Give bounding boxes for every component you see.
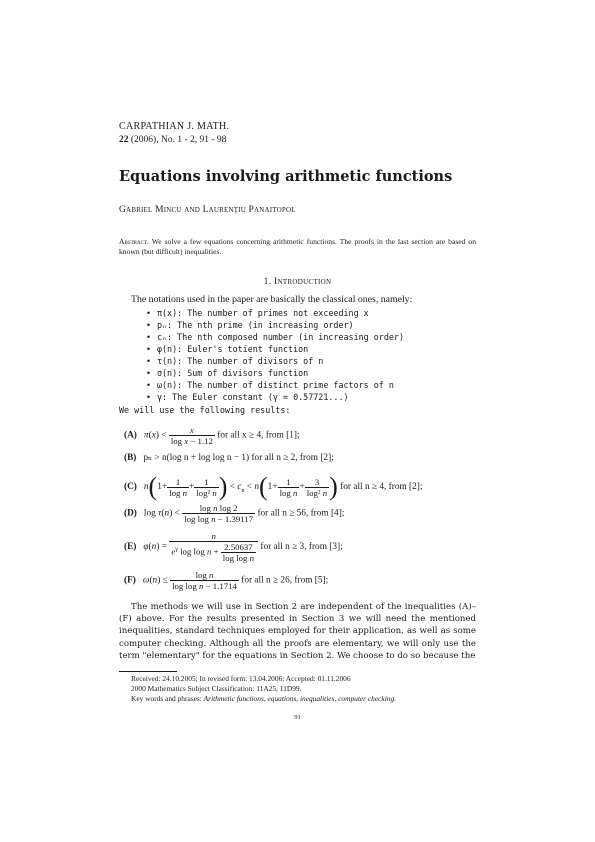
list-item: • φ(n): Euler's totient function (146, 343, 404, 355)
result-b-text: pₙ > n(log n + log log n − 1) for all n ≥ 2, from [2]; (143, 453, 334, 463)
volume-info (119, 135, 226, 145)
abstract-label: Abstract. (119, 237, 149, 246)
fraction: $\frac{1}{\text{log n}}$ (169, 476, 187, 498)
list-item: • pₙ: The nth prime (in increasing order) (146, 319, 404, 331)
result-c-condition: for all n ≥ 4, from [2]; (340, 482, 423, 493)
abstract-text: We solve a few equations concerning arithmetic functions. The proofs in the last section are based on known (but difficult) inequalities. (119, 237, 476, 256)
result-b (124, 452, 334, 463)
result-d-condition: for all n ≥ 56, from [4]; (257, 508, 345, 519)
section-heading: 1. Introduction (263, 277, 332, 287)
issue-pages: (2006), No. 1 - 2, 91 - 98 (128, 135, 227, 145)
fraction: $\frac{1}{\text{log² n}}$ (196, 476, 217, 498)
page-number: 91 (294, 714, 301, 721)
list-item: • π(x): The number of primes not exceeding x (146, 307, 404, 319)
fraction: $\frac{x}{\text{log x − 1.12}}$ (170, 425, 213, 446)
result-d-label: (D) (124, 508, 137, 519)
results-intro: We will use the following results: (119, 405, 291, 415)
fraction: $\frac{1}{\text{log n}}$ (279, 476, 298, 498)
list-item: • γ: The Euler constant (γ = 0.57721...) (146, 391, 404, 403)
footnote-received: Received: 24.10.2005; In revised form: 13.04.2006; Accepted: 01.11.2006 (131, 674, 351, 683)
body-paragraph (119, 601, 476, 662)
authors: Gabriel Mincu and Laurenţiu Panaitopol (119, 205, 296, 215)
list-item: • cₙ: The nth composed number (in increasing order) (146, 331, 404, 343)
fraction: $\frac{3}{\text{log² n}}$ (306, 476, 328, 498)
list-item: • τ(n): The number of divisors of n (146, 355, 404, 367)
journal-name: CARPATHIAN J. MATH. (119, 121, 230, 132)
fraction: $\frac{\text{log n log 2}}{\text{log log n − 1.39117}}$ (184, 503, 254, 524)
result-a-label: (A) (124, 430, 137, 441)
notation-list (146, 307, 404, 403)
intro-sentence: The notations used in the paper are basically the classical ones, namely: (131, 294, 413, 305)
result-b-label: (B) (124, 453, 137, 463)
paper-title: Equations involving arithmetic functions (119, 168, 453, 185)
result-e: (E) φ(n) = n $e^\gamma$ log log n + $\frac{2.50637}{\text{log log n}}$ for all n ≥ 3, from [3]; (124, 531, 343, 563)
fraction: n $e^\gamma$ log log n + $\frac{2.50637}{\text{log log n}}$ (169, 531, 258, 563)
footnote-keywords (131, 694, 396, 704)
result-e-label: (E) (124, 542, 137, 553)
keywords-text: Arithmetic functions, equations, inequalities, computer checking. (203, 694, 396, 703)
list-item: • ω(n): The number of distinct prime factors of n (146, 379, 404, 391)
result-f-label: (F) (124, 575, 136, 586)
fraction: $\frac{\text{log n}}{\text{log log n − 1.1714}}$ (172, 570, 237, 591)
result-f: (F) ω(n) ≤ $\frac{\text{log n}}{\text{log log n − 1.1714}}$ for all n ≥ 26, from [5]; (124, 570, 329, 591)
list-item: • σ(n): Sum of divisors function (146, 367, 404, 379)
result-d: (D) log τ(n) < $\frac{\text{log n log 2}}{\text{log log n − 1.39117}}$ for all n ≥ 56, from [4]; (124, 503, 345, 524)
result-f-condition: for all n ≥ 26, from [5]; (241, 575, 329, 586)
result-a-condition: for all x ≥ 4, from [1]; (217, 430, 300, 441)
result-e-condition: for all n ≥ 3, from [3]; (260, 542, 343, 553)
result-a: (A) π(x) < $\frac{x}{\text{log x − 1.12}}$ for all x ≥ 4, from [1]; (124, 425, 300, 446)
footnote-rule (119, 671, 177, 672)
result-c: (C) n(1+ $\frac{1}{\text{log n}}$ + $\frac{1}{\text{log² n}}$ ) < $c_n < n(1+$ $\frac{1}{\text{log n}}$ + $\frac{3}{\text{log² n}}$ ) for all n ≥ 4, from [2]; (124, 472, 423, 501)
footnote-msc: 2000 Mathematics Subject Classification: 11A25, 11D99. (131, 684, 302, 693)
abstract (119, 237, 476, 257)
volume-number: 22 (119, 135, 129, 145)
result-c-label: (C) (124, 482, 137, 493)
keywords-label: Key words and phrases: (131, 694, 204, 703)
body-text: The methods we will use in Section 2 are independent of the inequalities (A)–(F) above. For the results presented in Section 3 we will need the mentioned inequalities, standard techniques employed for their application, as well as some computer checking. Although all the proofs are elementary, we will only use the term "elementary" for the equations in Section 2. We choose to do so because the (119, 602, 476, 661)
